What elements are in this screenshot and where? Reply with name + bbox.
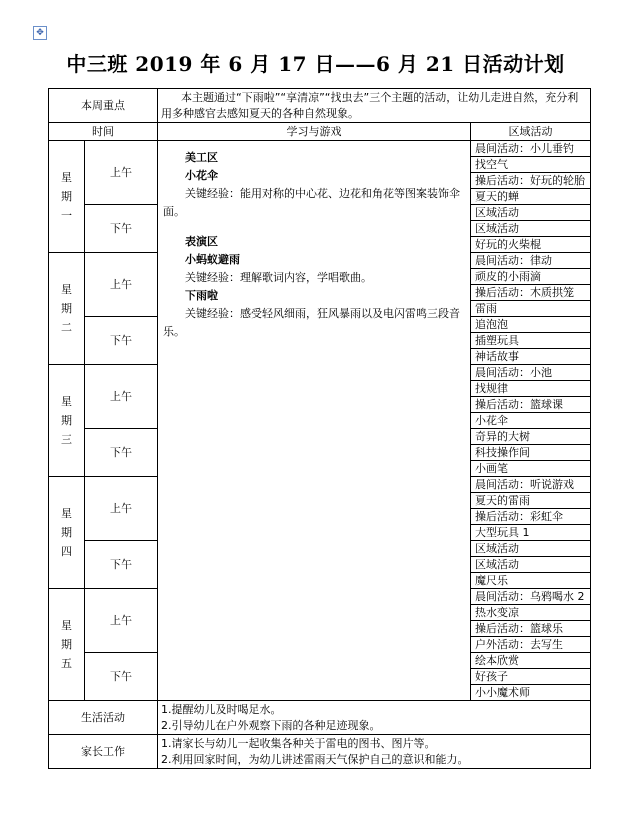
life-item: 2.引导幼儿在户外观察下雨的各种足迹现象。 [161,718,381,732]
activity-cell[interactable]: 热水变凉 [471,605,591,621]
am-label-text: 上午 [110,166,132,179]
activity-cell[interactable]: 夏天的蝉 [471,189,591,205]
day-label-text: 星期四 [61,507,72,558]
day-label [49,253,85,365]
activity-cell[interactable]: 夏天的雷雨 [471,493,591,509]
activity-cell[interactable]: 小小魔术师 [471,685,591,701]
activity-cell[interactable]: 晨间活动：律动 [471,253,591,269]
pm-label [85,317,158,365]
activity-cell[interactable]: 找规律 [471,381,591,397]
region-exp-3: 关键经验：感受轻风细雨，狂风暴雨以及电闪雷鸣三段音乐。 [163,307,460,338]
life-label: 生活活动 [49,701,158,735]
activity-cell[interactable]: 好孩子 [471,669,591,685]
region-area-perform: 表演区 [185,235,218,248]
am-label [85,477,158,541]
day-label [49,589,85,701]
day-label [49,141,85,253]
pm-label-text: 下午 [110,222,132,235]
activity-plan-table [48,88,591,769]
focus-row [49,89,591,123]
life-content [158,701,591,735]
activity-cell[interactable]: 找空气 [471,157,591,173]
activity-cell[interactable]: 奇异的大树 [471,429,591,445]
life-row [49,701,591,735]
day-label [49,477,85,589]
activity-cell[interactable]: 晨间活动：小儿垂钓 [471,141,591,157]
activity-cell[interactable]: 操后活动：好玩的轮胎 [471,173,591,189]
activity-cell[interactable]: 科技操作间 [471,445,591,461]
header-row [49,123,591,141]
am-label-text: 上午 [110,390,132,403]
table-move-handle-icon[interactable]: ✥ [33,26,47,40]
activity-cell[interactable]: 操后活动：篮球乐 [471,621,591,637]
focus-text: 本主题通过“下雨啦”“享清凉”“找虫去”三个主题的活动，让幼儿走进自然，充分利用多种感官去感知夏天的各种自然现象。 [158,89,591,123]
pm-label [85,541,158,589]
activity-cell[interactable]: 操后活动：彩虹伞 [471,509,591,525]
activity-cell[interactable]: 小画笔 [471,461,591,477]
table-row [49,141,591,157]
day-label-text: 星期一 [61,171,72,222]
parents-item: 2.利用回家时间，为幼儿讲述雷雨天气保护自己的意识和能力。 [161,752,469,766]
activity-cell[interactable]: 绘本欣赏 [471,653,591,669]
activity-cell[interactable]: 大型玩具 1 [471,525,591,541]
activity-cell[interactable]: 户外活动：去写生 [471,637,591,653]
region-area-art: 美工区 [185,151,218,164]
activity-cell[interactable]: 晨间活动：小池 [471,365,591,381]
am-label-text: 上午 [110,278,132,291]
parents-content [158,735,591,769]
activity-cell[interactable]: 小花伞 [471,413,591,429]
page-title: 中三班 2019 年 6 月 17 日——6 月 21 日活动计划 [66,52,565,76]
pm-label-text: 下午 [110,334,132,347]
region-exp-1: 关键经验：能用对称的中心花、边花和角花等图案装饰伞面。 [163,187,460,218]
activity-cell[interactable]: 操后活动：篮球课 [471,397,591,413]
activity-cell[interactable]: 区域活动 [471,205,591,221]
am-label [85,141,158,205]
activity-cell[interactable]: 区域活动 [471,541,591,557]
header-time: 时间 [49,123,158,141]
region-activity-ants: 小蚂蚁避雨 [185,253,240,266]
am-label [85,365,158,429]
day-label [49,365,85,477]
life-item: 1.提醒幼儿及时喝足水。 [161,702,282,716]
am-label [85,589,158,653]
region-exp-2: 关键经验：理解歌词内容，学唱歌曲。 [185,271,372,284]
activity-cell[interactable]: 顽皮的小雨滴 [471,269,591,285]
header-region: 区域活动 [471,123,591,141]
activity-cell[interactable]: 追泡泡 [471,317,591,333]
am-label-text: 上午 [110,502,132,515]
region-cell [158,141,471,701]
activity-cell[interactable]: 晨间活动：乌鸦喝水 2 [471,589,591,605]
parents-label: 家长工作 [49,735,158,769]
activity-cell[interactable]: 神话故事 [471,349,591,365]
pm-label-text: 下午 [110,558,132,571]
parents-item: 1.请家长与幼儿一起收集各种关于雷电的图书、图片等。 [161,736,436,750]
activity-cell[interactable]: 区域活动 [471,221,591,237]
pm-label-text: 下午 [110,670,132,683]
day-label-text: 星期三 [61,395,72,446]
day-label-text: 星期二 [61,283,72,334]
pm-label [85,653,158,701]
parents-row [49,735,591,769]
activity-cell[interactable]: 插塑玩具 [471,333,591,349]
activity-cell[interactable]: 晨间活动：听说游戏 [471,477,591,493]
am-label-text: 上午 [110,614,132,627]
activity-cell[interactable]: 区域活动 [471,557,591,573]
pm-label-text: 下午 [110,446,132,459]
activity-cell[interactable]: 好玩的火柴棍 [471,237,591,253]
activity-cell[interactable]: 魔尺乐 [471,573,591,589]
region-activity-rain: 下雨啦 [185,289,218,302]
focus-label: 本周重点 [49,89,158,123]
activity-cell[interactable]: 操后活动：木质拱笼 [471,285,591,301]
am-label [85,253,158,317]
pm-label [85,429,158,477]
day-label-text: 星期五 [61,619,72,670]
header-learning: 学习与游戏 [158,123,471,141]
pm-label [85,205,158,253]
region-activity-umbrella: 小花伞 [185,169,218,182]
activity-cell[interactable]: 雷雨 [471,301,591,317]
